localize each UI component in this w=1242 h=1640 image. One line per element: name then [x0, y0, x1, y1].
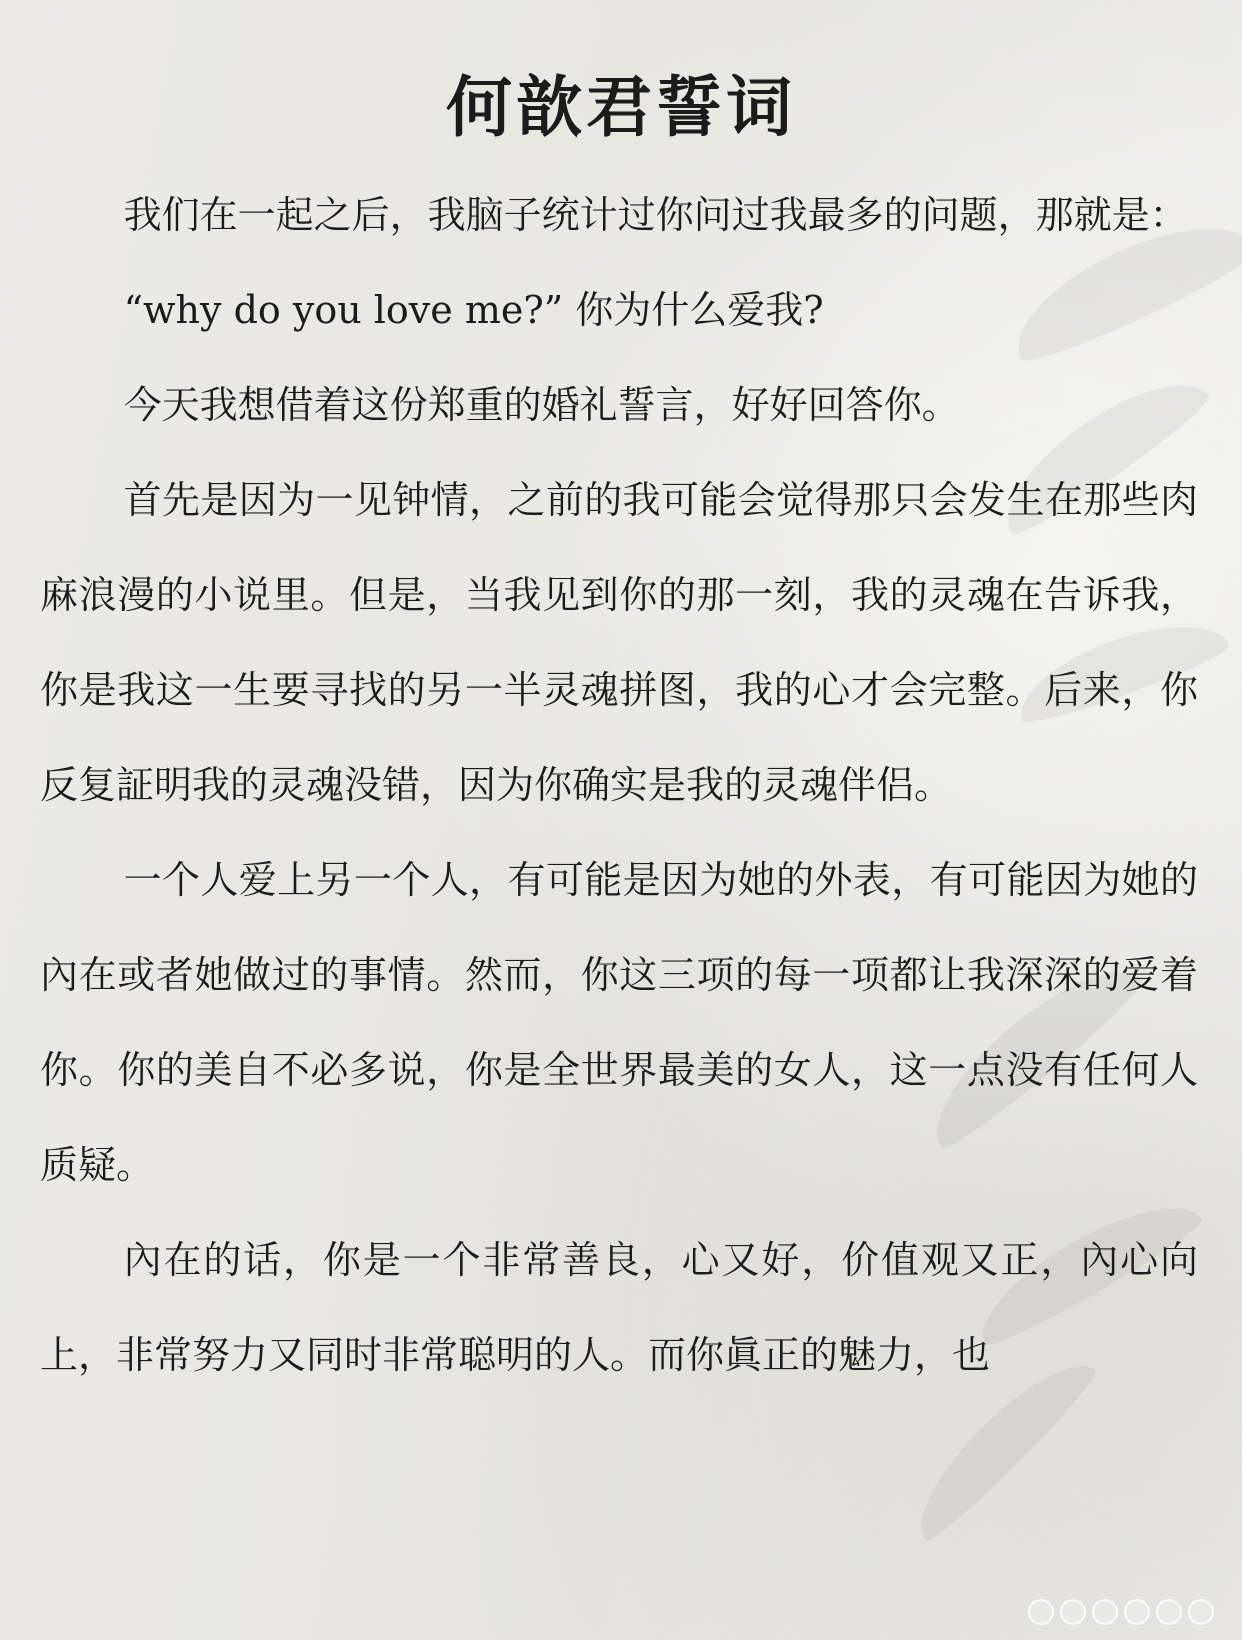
paragraph: 一个人爱上另一个人，有可能是因为她的外表，有可能因为她的內在或者她做过的事情。然而，你这三项的每一项都让我深深的爱着你。你的美自不必多说，你是全世界最美的女人，这一点没有任何人质疑。 [40, 858, 1198, 1187]
watermark-dot-icon [1124, 1599, 1150, 1625]
paragraph: 今天我想借着这份郑重的婚礼誓言，好好回答你。 [123, 383, 960, 427]
watermark-dot-icon [1028, 1599, 1054, 1625]
paragraph: 我们在一起之后，我脑子统计过你问过我最多的问题，那就是： [123, 193, 1188, 237]
paragraph: “why do you love me?” 你为什么爱我? [123, 288, 824, 332]
watermark-dot-icon [1156, 1599, 1182, 1625]
watermark [1028, 1598, 1214, 1626]
watermark-dot-icon [1092, 1599, 1118, 1625]
paragraph: 內在的话，你是一个非常善良，心又好，价值观又正，內心向上，非常努力又同时非常聪明的人。而你眞正的魅力，也 [40, 1238, 1198, 1377]
watermark-dot-icon [1060, 1599, 1086, 1625]
watermark-dot-icon [1188, 1599, 1214, 1625]
paragraph: 首先是因为一见钟情，之前的我可能会觉得那只会发生在那些肉麻浪漫的小说里。但是，当我见到你的那一刻，我的灵魂在告诉我，你是我这一生要寻找的另一半灵魂拼图，我的心才会完整。后来，你反复証明我的灵魂没错，因为你确实是我的灵魂伴侣。 [40, 478, 1198, 807]
document-title: 何歆君誓词 [446, 68, 796, 146]
document-body [40, 168, 1198, 1403]
